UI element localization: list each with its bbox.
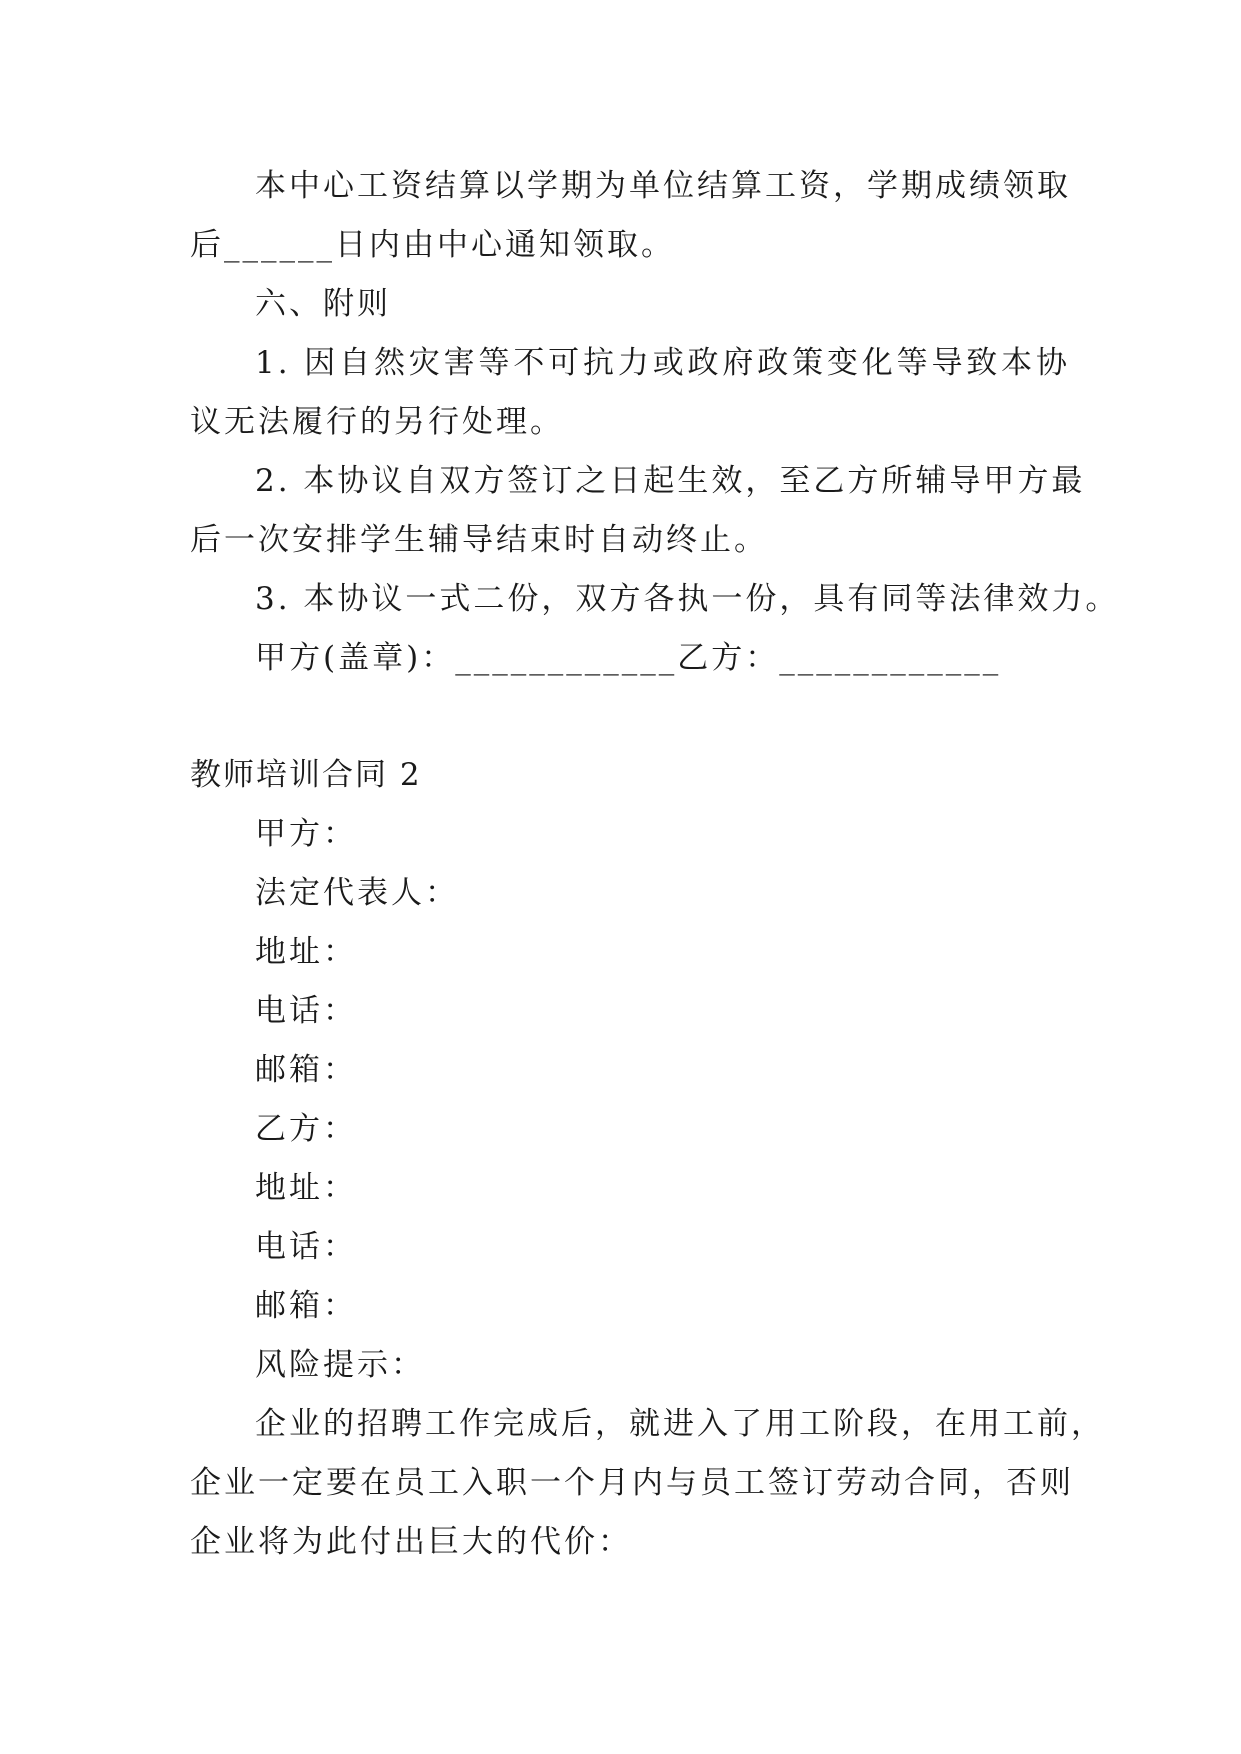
salary-settlement-line-1: 本中心工资结算以学期为单位结算工资，学期成绩领取 (255, 168, 1071, 204)
salary-settlement-line-2: 后______日内由中心通知领取。 (190, 227, 675, 263)
risk-notice-line-1: 企业的招聘工作完成后，就进入了用工阶段，在用工前， (255, 1406, 1105, 1442)
legal-representative-label: 法定代表人： (255, 875, 459, 911)
party-b-label: 乙方： (255, 1111, 357, 1147)
party-b-email-label: 邮箱： (255, 1288, 357, 1324)
risk-notice-line-3: 企业将为此付出巨大的代价： (190, 1524, 632, 1560)
party-a-label: 甲方： (255, 816, 357, 852)
appendix-item-1-line-1: 1. 因自然灾害等不可抗力或政府政策变化等导致本协 (255, 345, 1070, 381)
risk-notice-heading: 风险提示： (255, 1347, 425, 1383)
party-b-phone-label: 电话： (255, 1229, 357, 1265)
appendix-item-1-line-2: 议无法履行的另行处理。 (190, 404, 564, 440)
signature-line: 甲方(盖章)：____________乙方：____________ (255, 640, 1002, 676)
appendix-item-2-line-2: 后一次安排学生辅导结束时自动终止。 (190, 522, 768, 558)
contract-title: 教师培训合同 2 (190, 757, 422, 793)
party-b-address-label: 地址： (255, 1170, 357, 1206)
party-a-address-label: 地址： (255, 934, 357, 970)
party-a-email-label: 邮箱： (255, 1052, 357, 1088)
risk-notice-line-2: 企业一定要在员工入职一个月内与员工签订劳动合同，否则 (190, 1465, 1074, 1501)
section-heading-appendix: 六、附则 (255, 286, 391, 322)
appendix-item-3: 3. 本协议一式二份，双方各执一份，具有同等法律效力。 (255, 581, 1120, 617)
party-a-phone-label: 电话： (255, 993, 357, 1029)
appendix-item-2-line-1: 2. 本协议自双方签订之日起生效，至乙方所辅导甲方最 (255, 463, 1086, 499)
